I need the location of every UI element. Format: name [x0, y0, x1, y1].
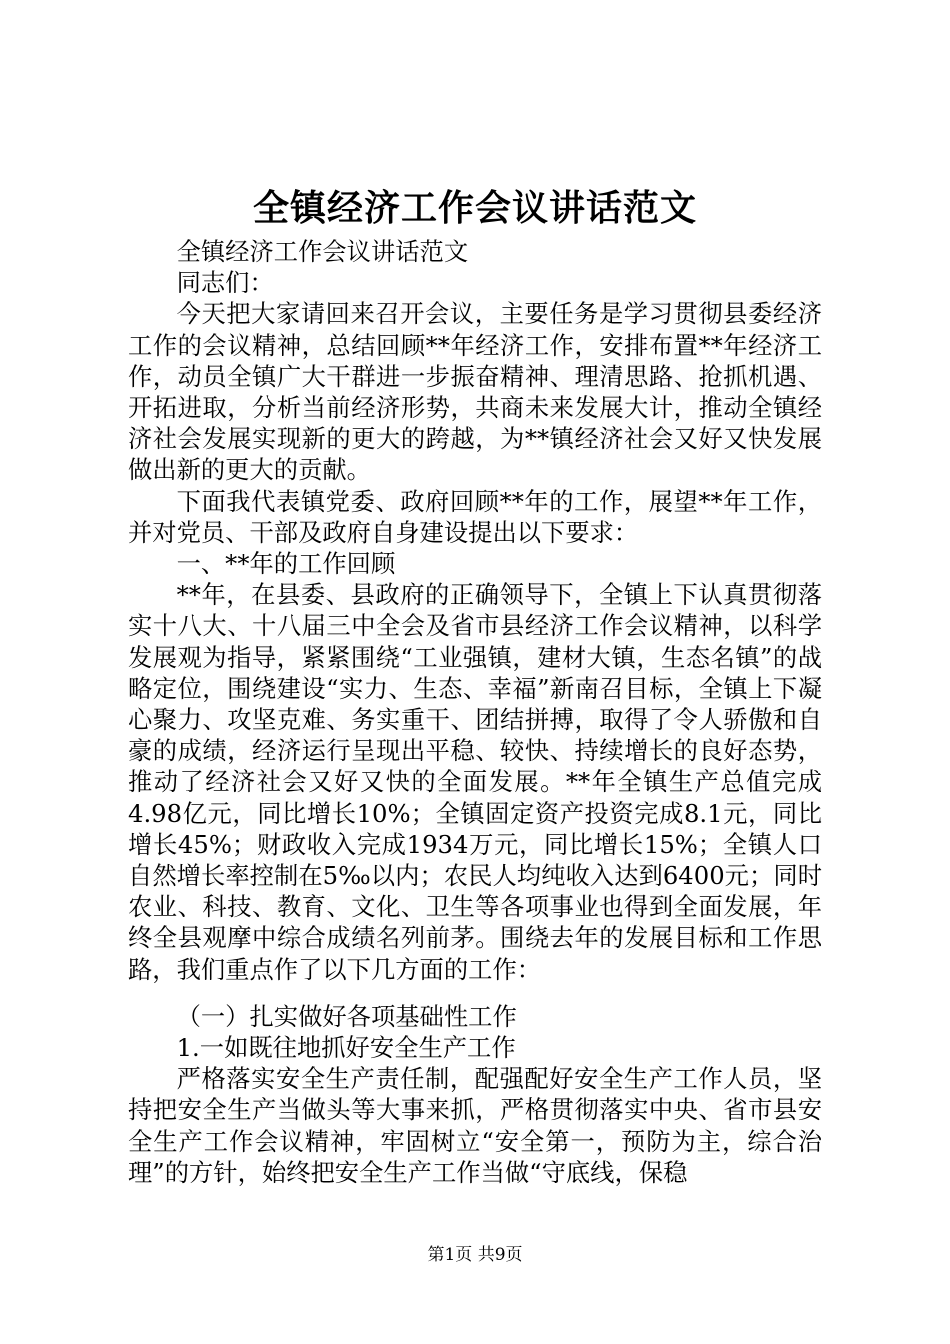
paragraph-intro: 今天把大家请回来召开会议，主要任务是学习贯彻县委经济工作的会议精神，总结回顾**年经济工作，安排布置**年经济工作，动员全镇广大干群进一步振奋精神、理清思路、抢抓机遇、开拓进取，分析当前经济形势，共商未来发展大计，推动全镇经济社会发展实现新的更大的跨越，为**镇经济社会又好又快发展做出新的更大的贡献。 [128, 299, 822, 485]
document-title: 全镇经济工作会议讲话范文 [252, 187, 697, 229]
subsection-heading: （一）扎实做好各项基础性工作 [176, 1001, 517, 1031]
paragraph-safety: 严格落实安全生产责任制，配强配好安全生产工作人员，坚持把安全生产当做头等大事来抓，严格贯彻落实中央、省市县安全生产工作会议精神，牢固树立“安全第一，预防为主，综合治理”的方针，始终把安全生产工作当做“守底线，保稳 [128, 1064, 822, 1187]
section-heading: 一、**年的工作回顾 [176, 549, 396, 579]
paragraph-review: **年，在县委、县政府的正确领导下，全镇上下认真贯彻落实十八大、十八届三中全会及省市县经济工作会议精神，以科学发展观为指导，紧紧围绕“工业强镇，建材大镇，生态名镇”的战略定位，围绕建设“实力、生态、幸福”新南召目标，全镇上下凝心聚力、攻坚克难、务实重干、团结拼搏，取得了令人骄傲和自豪的成绩，经济运行呈现出平稳、较快、持续增长的良好态势，推动了经济社会又好又快的全面发展。**年全镇生产总值完成4.98亿元，同比增长10%；全镇固定资产投资完成8.1元，同比增长45%；财政收入完成1934万元，同比增长15%；全镇人口自然增长率控制在5‰以内；农民人均纯收入达到6400元；同时农业、科技、教育、文化、卫生等各项事业也得到全面发展，年终全县观摩中综合成绩名列前茅。围绕去年的发展目标和工作思路，我们重点作了以下几方面的工作： [128, 580, 822, 984]
salutation: 同志们： [176, 268, 274, 298]
item-heading: 1.一如既往地抓好安全生产工作 [176, 1033, 516, 1063]
paragraph-outline: 下面我代表镇党委、政府回顾**年的工作，展望**年工作，并对党员、干部及政府自身建设提出以下要求： [128, 486, 822, 547]
document-body [128, 236, 822, 1188]
subtitle-line: 全镇经济工作会议讲话范文 [176, 237, 469, 266]
page-number: 第1页 共9页 [427, 1245, 523, 1265]
